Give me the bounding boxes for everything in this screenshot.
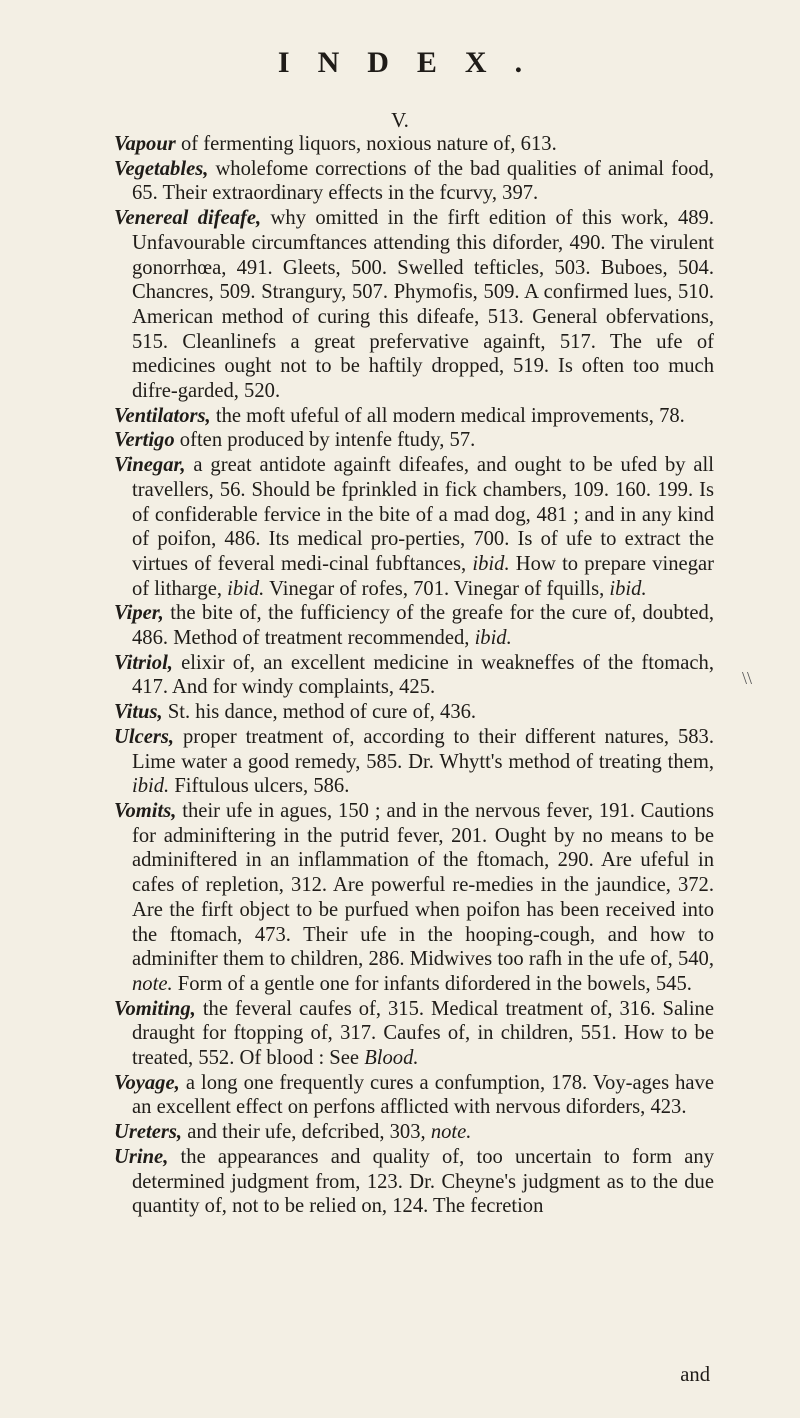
index-entry [114,206,714,404]
entry-text: Form of a gentle one for infants difordered in the bowels, 545. [172,972,692,995]
index-entry [114,157,714,206]
entry-headword: Vomits, [114,799,177,822]
entry-headword: Vapour [114,133,176,155]
entry-text: the bite of, the fufficiency of the greafe for the cure of, doubted, 486. Method of treatment recommended, [132,602,714,650]
entry-headword: Viper, [114,602,164,625]
entry-text: Vinegar of rofes, 701. Vinegar of fquills, [264,577,610,600]
entry-text: of fermenting liquors, noxious nature of, 613. [175,133,557,155]
entry-headword: Voyage, [114,1071,180,1094]
entry-headword: Venereal difeafe, [114,207,262,230]
index-entry [114,799,714,997]
index-entry [114,651,714,700]
entry-headword: Vitus, [114,701,163,724]
entry-text: proper treatment of, according to their different natures, 583. Lime water a good remedy, 585. Dr. Whytt's method of treating them, [132,725,714,773]
index-entry [114,1145,714,1219]
entry-headword: Ulcers, [114,725,175,748]
section-letter: V. [391,108,409,132]
entry-text: note. [430,1121,472,1144]
entry-text: Fiftulous ulcers, 586. [169,775,350,798]
entry-text: the feveral caufes of, 315. Medical treatment of, 316. Saline draught for ftopping of, 317. Caufes of, in children, 551. How to be treated, 552. Of blood : See [132,997,714,1070]
entry-text: the moft ufeful of all modern medical improvements, 78. [210,404,685,427]
entry-text: why omitted in the firft edition of this work, 489. Unfavourable circumftances attending this diforder, 490. The virulent gonorrhœa, 491. Gleets, 500. Swelled tefticles, 503. Buboes, 504. Chancres, 509. Strangury, 507. Phymofis, 509. A confirmed lues, 510. American method of curing this difeafe, 513. General obfervations, 515. Cleanlinefs a great prefervative againft, 517. The ufe of medicines ought not to be haftily dropped, 519. Is often too much difre-garded, 520. [132,207,714,403]
entry-headword: Vomiting, [114,997,196,1020]
entry-text: a great antidote againft difeafes, and ought to be ufed by all travellers, 56. Should be fprinkled in fick chambers, 109. 160. 199. Is of confiderable fervice in the bite of a mad dog, 481 ; and in any kind of poifon, 486. Its medical pro-perties, 700. Is of ufe to extract the virtues of feveral medi-cinal fubftances, [132,454,714,575]
entry-text: note. [132,972,173,995]
index-entry [114,404,714,429]
index-entry [114,1120,714,1145]
index-entry [114,132,714,157]
margin-mark: \\ [742,668,753,688]
entry-text: wholefome corrections of the bad qualities of animal food, 65. Their extraordinary effects in the fcurvy, 397. [132,157,714,205]
entry-text: their ufe in agues, 150 ; and in the nervous fever, 191. Cautions for adminiftering in the putrid fever, 201. Ought by no means to be adminiftered in an inflammation of the ftomach, 290. Are ufeful in cafes of repletion, 312. Are powerful re-medies in the jaundice, 372. Are the firft object to be purfued when poifon has been received into the ftomach, 473. Their ufe in the hooping-cough, and how to adminifter them to children, 286. Midwives too rafh in the ufe of, 540, [132,799,714,971]
running-head: INDEX. [277,46,551,79]
entry-text: ibid. [472,552,510,575]
index-entry [114,1071,714,1120]
entry-headword: Vegetables, [114,157,209,180]
entry-text: the appearances and quality of, too uncertain to form any determined judgment from, 123. Dr. Cheyne's judgment as to the due quantity of, not to be relied on, 124. The fecretion [132,1145,714,1218]
entry-headword: Ureters, [114,1121,183,1144]
entry-text: ibid. [474,627,512,650]
entry-headword: Urine, [114,1145,169,1168]
entry-headword: Ventilators, [114,404,211,427]
index-entry [114,997,714,1071]
index-entries [114,132,714,1219]
index-entry [114,601,714,650]
entry-text: St. his dance, method of cure of, 436. [162,701,477,724]
entry-text: elixir of, an excellent medicine in weakneffes of the ftomach, 417. And for windy complaints, 425. [132,651,714,699]
entry-text: ibid. [609,577,647,600]
entry-text: ibid. [132,775,170,798]
entry-text: Blood. [364,1047,419,1070]
entry-text: How to prepare vinegar of litharge, [132,552,714,600]
index-entry [114,700,714,725]
entry-headword: Vinegar, [114,454,186,477]
index-entry [114,725,714,799]
entry-headword: Vitriol, [114,651,173,674]
entry-headword: Vertigo [114,429,175,452]
entry-text: ibid. [227,577,265,600]
catchword: and [680,1364,710,1386]
entry-text: and their ufe, defcribed, 303, [182,1121,431,1144]
entry-text: a long one frequently cures a confumption, 178. Voy-ages have an excellent effect on perfons afflicted with nervous diforders, 423. [132,1071,714,1119]
entry-text: often produced by intenfe ftudy, 57. [174,429,476,452]
index-entry [114,428,714,453]
index-entry [114,453,714,601]
